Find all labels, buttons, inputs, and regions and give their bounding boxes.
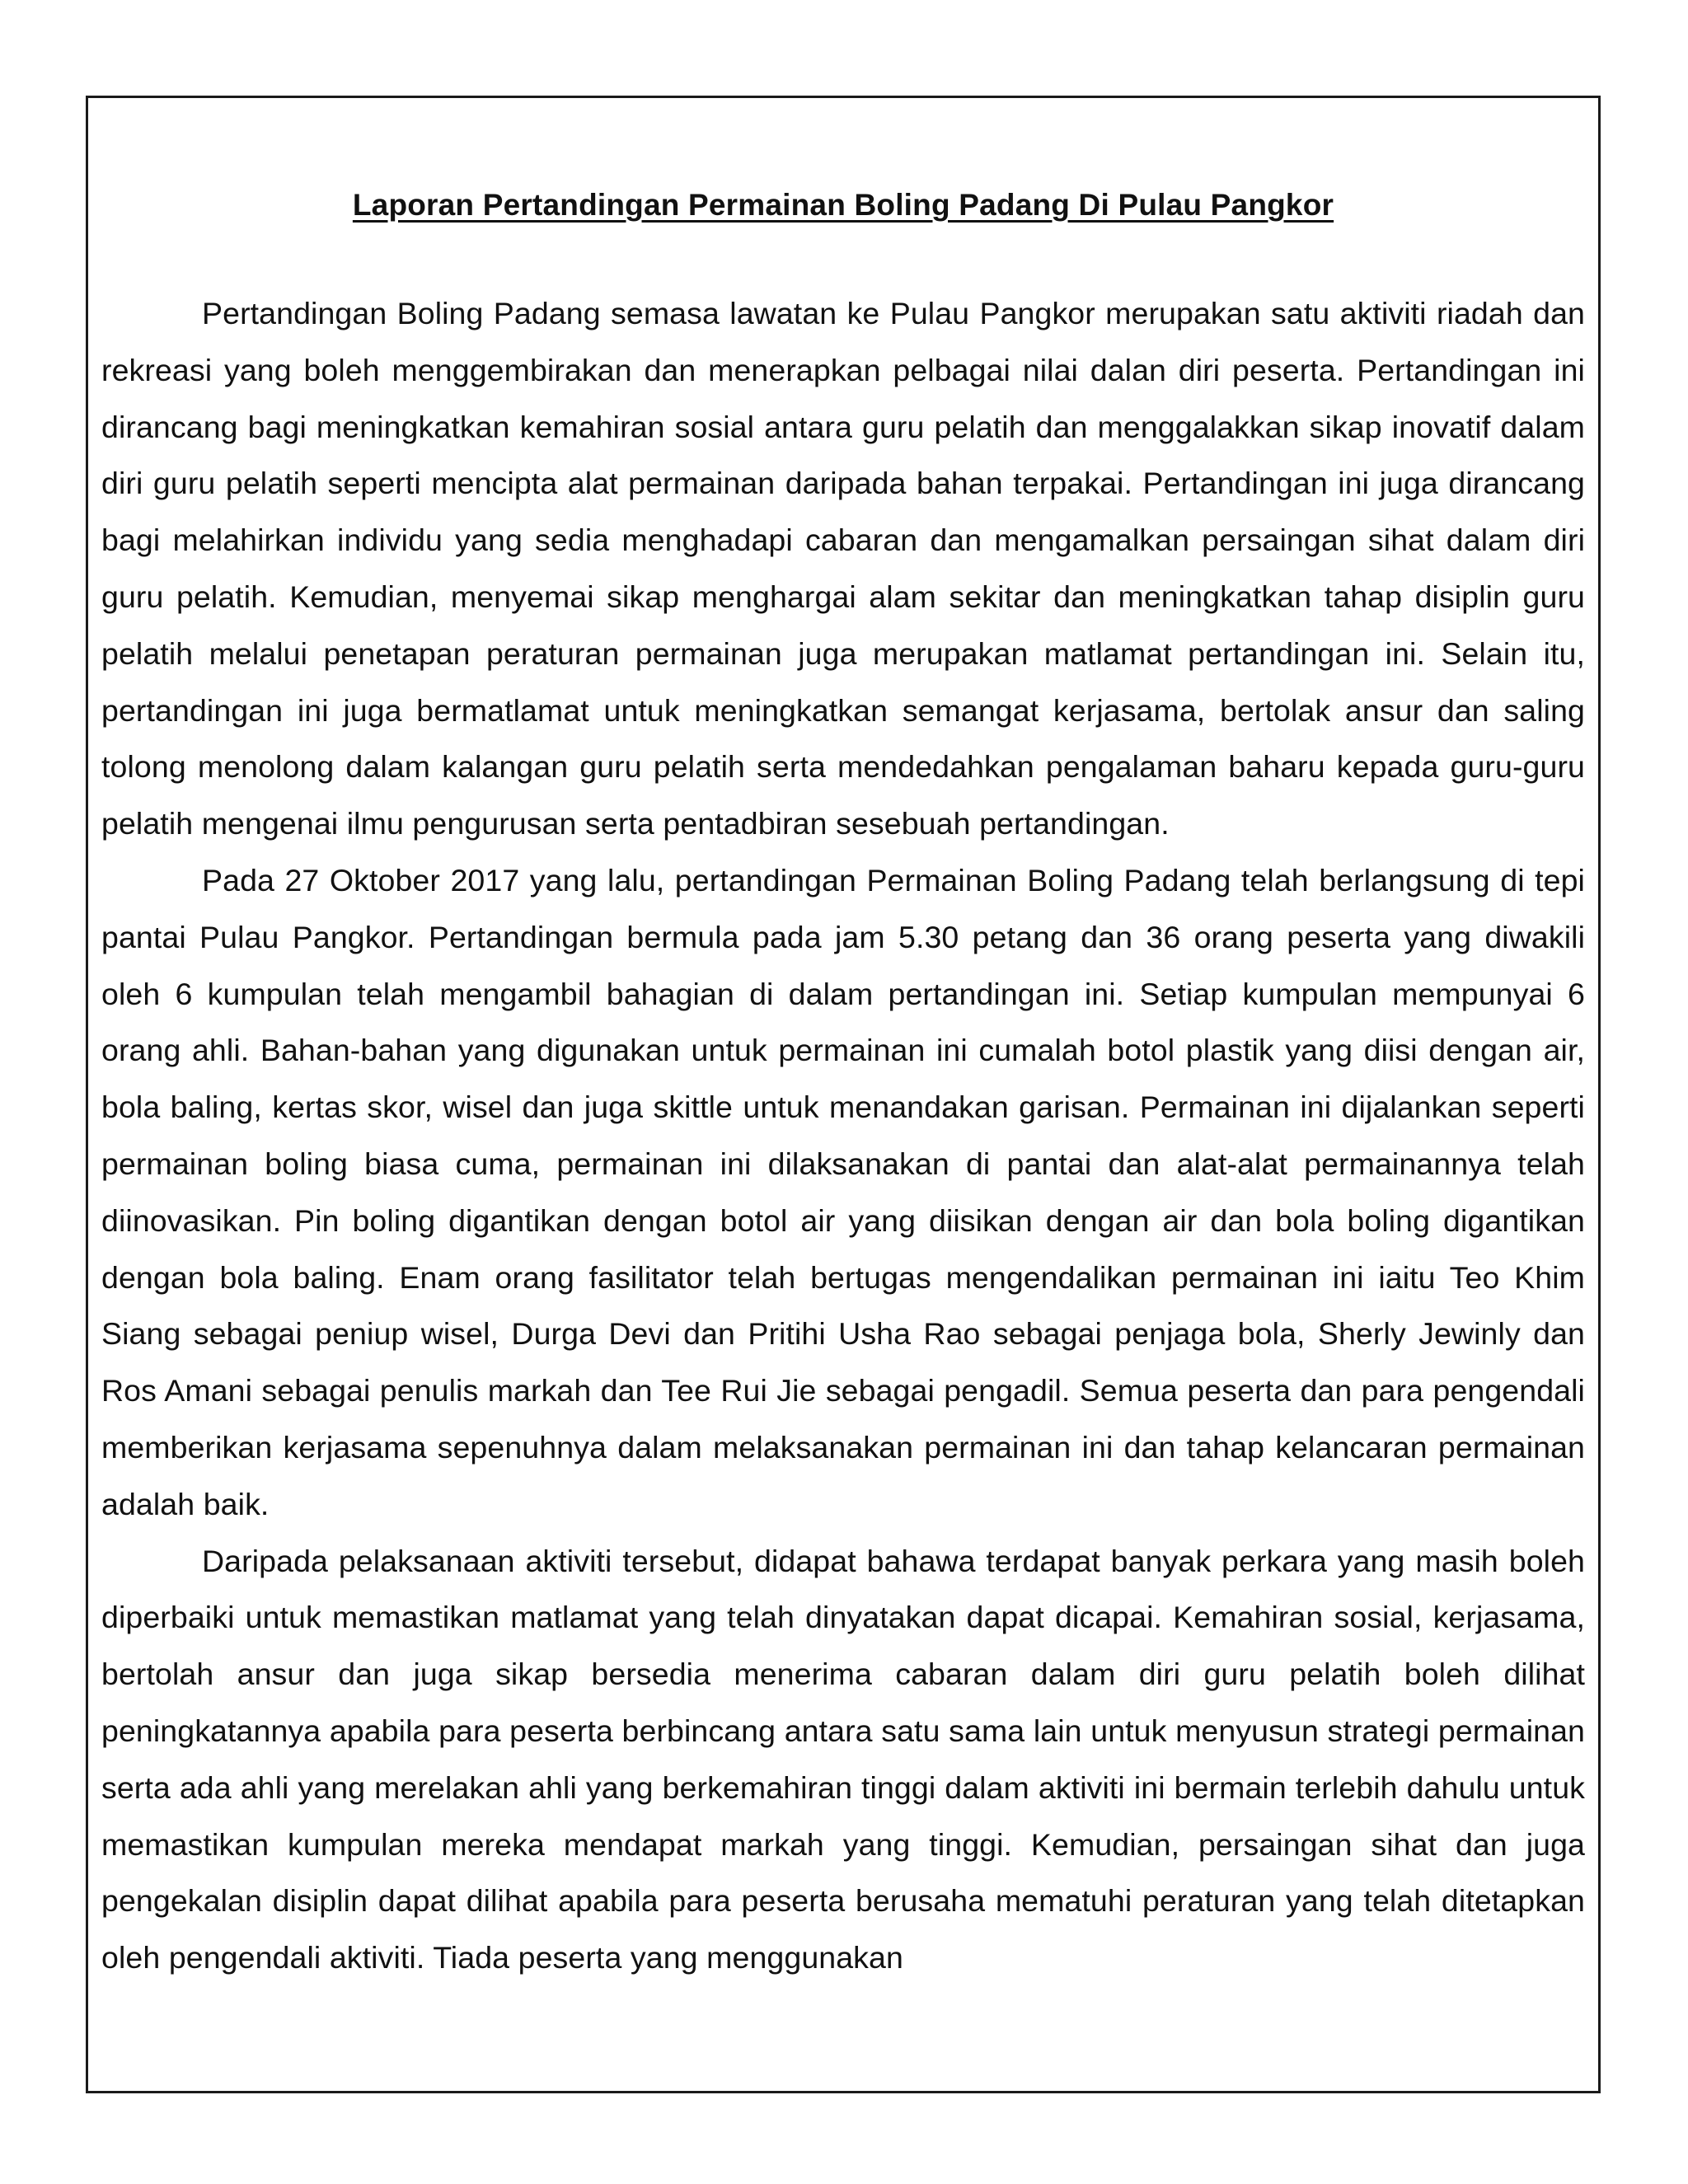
page-frame	[86, 96, 1601, 2093]
document-body	[101, 98, 1585, 1986]
paragraph-event-details: Pada 27 Oktober 2017 yang lalu, pertandingan Permainan Boling Padang telah berlangsung di tepi pantai Pulau Pangkor. Pertandingan bermula pada jam 5.30 petang dan 36 orang peserta yang diwakili oleh 6 kumpulan telah mengambil bahagian di dalam pertandingan ini. Setiap kumpulan mempunyai 6 orang ahli. Bahan-bahan yang digunakan untuk permainan ini cumalah botol plastik yang diisi dengan air, bola baling, kertas skor, wisel dan juga skittle untuk menandakan garisan. Permainan ini dijalankan seperti permainan boling biasa cuma, permainan ini dilaksanakan di pantai dan alat-alat permainannya telah diinovasikan. Pin boling digantikan dengan botol air yang diisikan dengan air dan bola boling digantikan dengan bola baling. Enam orang fasilitator telah bertugas mengendalikan permainan ini iaitu Teo Khim Siang sebagai peniup wisel, Durga Devi dan Pritihi Usha Rao sebagai penjaga bola, Sherly Jewinly dan Ros Amani sebagai penulis markah dan Tee Rui Jie sebagai pengadil. Semua peserta dan para pengendali memberikan kerjasama sepenuhnya dalam melaksanakan permainan ini dan tahap kelancaran permainan adalah baik.	[101, 862, 1585, 1521]
paragraph-objectives: Pertandingan Boling Padang semasa lawatan ke Pulau Pangkor merupakan satu aktiviti riadah dan rekreasi yang boleh menggembirakan dan menerapkan pelbagai nilai dalan diri peserta. Pertandingan ini dirancang bagi meningkatkan kemahiran sosial antara guru pelatih dan menggalakkan sikap inovatif dalam diri guru pelatih seperti mencipta alat permainan daripada bahan terpakai. Pertandingan ini juga dirancang bagi melahirkan individu yang sedia menghadapi cabaran dan mengamalkan persaingan sihat dalam diri guru pelatih. Kemudian, menyemai sikap menghargai alam sekitar dan meningkatkan tahap disiplin guru pelatih melalui penetapan peraturan permainan juga merupakan matlamat pertandingan ini. Selain itu, pertandingan ini juga bermatlamat untuk meningkatkan semangat kerjasama, bertolak ansur dan saling tolong menolong dalam kalangan guru pelatih serta mendedahkan pengalaman baharu kepada guru-guru pelatih mengenai ilmu pengurusan serta pentadbiran sesebuah pertandingan.	[101, 296, 1585, 841]
paragraph-reflection: Daripada pelaksanaan aktiviti tersebut, didapat bahawa terdapat banyak perkara yang masih boleh diperbaiki untuk memastikan matlamat yang telah dinyatakan dapat dicapai. Kemahiran sosial, kerjasama, bertolah ansur dan juga sikap bersedia menerima cabaran dalam diri guru pelatih boleh dilihat peningkatannya apabila para peserta berbincang antara satu sama lain untuk menyusun strategi permainan serta ada ahli yang merelakan ahli yang berkemahiran tinggi dalam aktiviti ini bermain terlebih dahulu untuk memastikan kumpulan mereka mendapat markah yang tinggi. Kemudian, persaingan sihat dan juga pengekalan disiplin dapat dilihat apabila para peserta berusaha mematuhi peraturan yang telah ditetapkan oleh pengendali aktiviti. Tiada peserta yang menggunakan	[101, 1543, 1585, 1975]
document-title: Laporan Pertandingan Permainan Boling Padang Di Pulau Pangkor	[352, 188, 1334, 222]
